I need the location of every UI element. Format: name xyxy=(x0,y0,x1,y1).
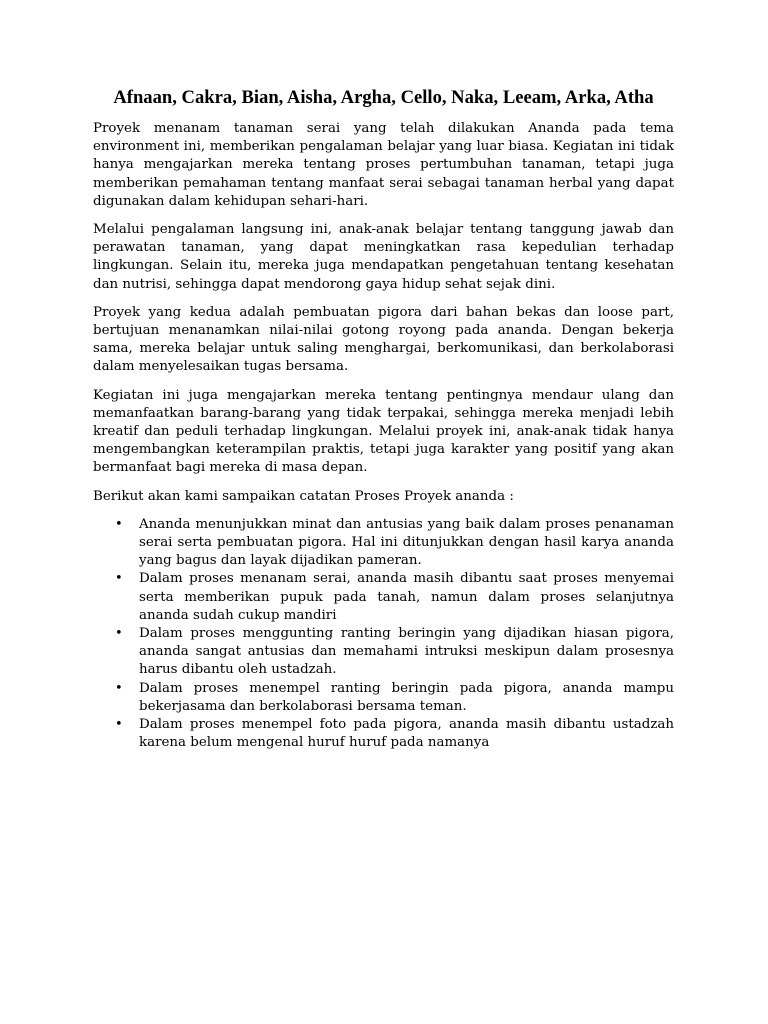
paragraph-notes-intro: Berikut akan kami sampaikan catatan Proses Proyek ananda : xyxy=(93,488,514,504)
paragraph-recycling: Kegiatan ini juga mengajarkan mereka tentang pentingnya mendaur ulang dan memanfaatkan barang-barang yang tidak terpakai, sehingga mereka menjadi lebih kreatif dan peduli terhadap lingkungan. Melalui proyek ini, anak-anak tidak hanya mengembangkan keterampilan praktis, tetapi juga karakter yang positif yang akan bermanfaat bagi mereka di masa depan. xyxy=(93,387,674,476)
list-item-text: Dalam proses menggunting ranting beringin yang dijadikan hiasan pigora, ananda sangat antusias dan memahami intruksi meskipun dalam prosesnya harus dibantu oleh ustadzah. xyxy=(139,626,674,678)
document-page xyxy=(93,86,674,753)
document-title: Afnaan, Cakra, Bian, Aisha, Argha, Cello, Naka, Leeam, Arka, Atha xyxy=(113,87,654,108)
bullet-icon: • xyxy=(115,626,123,642)
process-notes-list xyxy=(93,516,674,753)
list-item xyxy=(93,625,674,680)
list-item-text: Dalam proses menanam serai, ananda masih dibantu saat proses menyemai serta memberikan pupuk pada tanah, namun dalam proses selanjutnya ananda sudah cukup mandiri xyxy=(139,571,674,623)
bullet-icon: • xyxy=(115,571,123,587)
list-item xyxy=(93,570,674,625)
list-item xyxy=(93,716,674,752)
list-item xyxy=(93,516,674,571)
paragraph-responsibility: Melalui pengalaman langsung ini, anak-anak belajar tentang tanggung jawab dan perawatan tanaman, yang dapat meningkatkan rasa kepedulian terhadap lingkungan. Selain itu, mereka juga mendapatkan pengetahuan tentang kesehatan dan nutrisi, sehingga dapat mendorong gaya hidup sehat sejak dini. xyxy=(93,222,674,292)
list-item xyxy=(93,680,674,716)
list-item-text: Dalam proses menempel foto pada pigora, ananda masih dibantu ustadzah karena belum mengenal huruf huruf pada namanya xyxy=(139,717,674,751)
list-item-text: Ananda menunjukkan minat dan antusias yang baik dalam proses penanaman serai serta pembuatan pigora. Hal ini ditunjukkan dengan hasil karya ananda yang bagus dan layak dijadikan pameran. xyxy=(139,516,674,569)
bullet-icon: • xyxy=(115,516,123,532)
bullet-icon: • xyxy=(115,680,123,696)
paragraph-pigora-project: Proyek yang kedua adalah pembuatan pigora dari bahan bekas dan loose part, bertujuan menanamkan nilai-nilai gotong royong pada ananda. Dengan bekerja sama, mereka belajar untuk saling menghargai, berkomunikasi, dan berkolaborasi dalam menyelesaikan tugas bersama. xyxy=(93,304,674,375)
list-item-text: Dalam proses menempel ranting beringin pada pigora, ananda mampu bekerjasama dan berkolaborasi bersama teman. xyxy=(139,680,674,714)
bullet-icon: • xyxy=(115,717,123,733)
paragraph-serai-project: Proyek menanam tanaman serai yang telah dilakukan Ananda pada tema environment ini, memberikan pengalaman belajar yang luar biasa. Kegiatan ini tidak hanya mengajarkan mereka tentang proses pertumbuhan tanaman, tetapi juga memberikan pemahaman tentang manfaat serai sebagai tanaman herbal yang dapat digunakan dalam kehidupan sehari-hari. xyxy=(93,121,674,209)
